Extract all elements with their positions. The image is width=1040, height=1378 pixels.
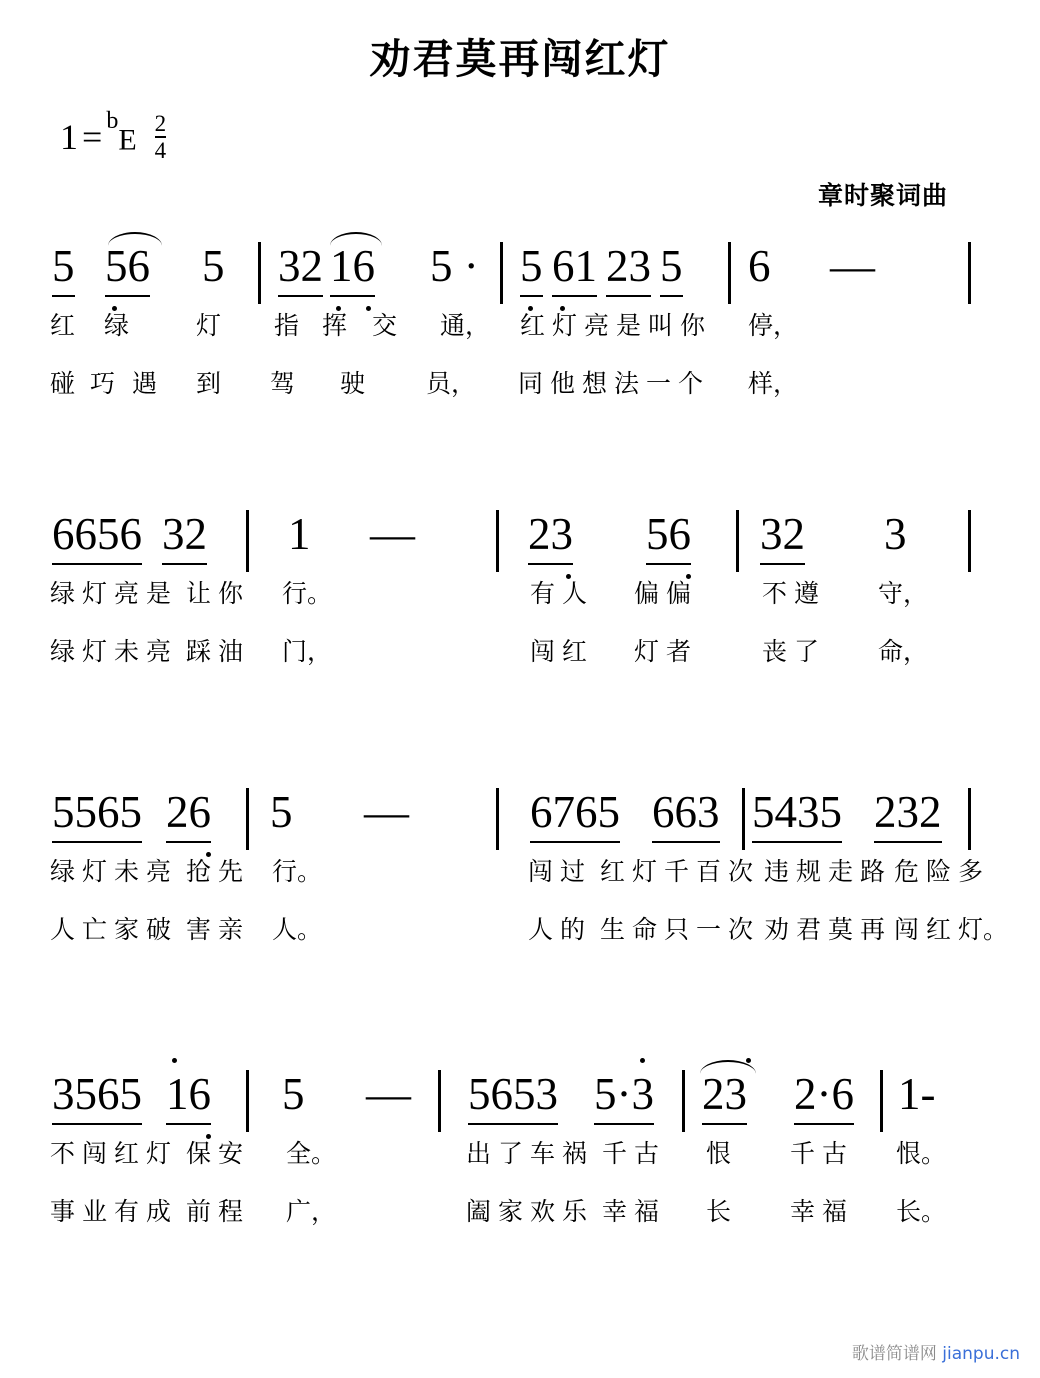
barline — [438, 1070, 441, 1132]
note: 16 — [330, 240, 375, 297]
note: 23 — [606, 240, 651, 297]
watermark-site: jianpu.cn — [942, 1344, 1020, 1364]
barline — [682, 1070, 685, 1132]
note: 5 — [520, 240, 543, 297]
lyric-char: 他 — [550, 369, 576, 398]
lyric-char: 欢 — [530, 1197, 556, 1226]
lyric-char: 个 — [678, 369, 704, 398]
lyric-char: 是 — [146, 579, 172, 608]
lyric-char: 停， — [748, 311, 799, 340]
barline — [246, 510, 249, 572]
lyric-char: 家 — [498, 1197, 524, 1226]
lyric-char: 绿 — [104, 311, 130, 340]
music-system-3 — [0, 786, 1040, 956]
lyric-char: 人 — [50, 915, 76, 944]
lyric-char: 先 — [218, 857, 244, 886]
meter-denominator: 4 — [154, 137, 167, 163]
lyric-char: 了 — [498, 1139, 524, 1168]
note: 5 — [282, 1069, 305, 1119]
lyric-char: 福 — [822, 1197, 848, 1226]
note: 23 — [528, 508, 573, 565]
lyric-char: 多 — [958, 857, 984, 886]
music-system-2 — [0, 508, 1040, 678]
barline — [246, 1070, 249, 1132]
barline — [258, 242, 261, 304]
lyric-char: 了 — [794, 637, 820, 666]
lyric-char: 你 — [680, 311, 706, 340]
lyric-char: 指 — [274, 311, 300, 340]
lyric-row-1a — [0, 306, 1040, 352]
lyric-char: 亮 — [584, 311, 610, 340]
lyric-row-3a — [0, 852, 1040, 898]
barline — [736, 510, 739, 572]
lyric-char: 你 — [218, 579, 244, 608]
lyric-char: 法 — [614, 369, 640, 398]
lyric-char: 前 — [186, 1197, 212, 1226]
lyric-char: 莫 — [828, 915, 854, 944]
lyric-char: 劝 — [764, 915, 790, 944]
lyric-char: 员， — [426, 369, 477, 398]
lyric-char: 全。 — [286, 1139, 337, 1168]
high-octave-dot — [746, 1058, 751, 1063]
note: 56 — [105, 240, 150, 297]
note: 56 — [646, 508, 691, 565]
note: 5565 — [52, 786, 142, 843]
note: 32 — [278, 240, 323, 297]
lyric-char: 幸 — [602, 1197, 628, 1226]
lyric-char: 乐 — [562, 1197, 588, 1226]
music-system-4 — [0, 1068, 1040, 1238]
note: 6 — [748, 241, 771, 291]
barline — [500, 242, 503, 304]
lyric-char: 灯 — [82, 857, 108, 886]
lyric-char: 次 — [728, 915, 754, 944]
lyric-char: 人 — [528, 915, 554, 944]
lyric-char: 闯 — [530, 637, 556, 666]
lyric-char: 者 — [666, 637, 692, 666]
lyric-char: 广， — [286, 1197, 337, 1226]
lyric-char: 绿 — [50, 637, 76, 666]
note: 5 — [52, 240, 75, 297]
lyric-char: 红 — [562, 637, 588, 666]
note: 6765 — [530, 786, 620, 843]
lyric-char: 祸 — [562, 1139, 588, 1168]
lyric-char: 丧 — [762, 637, 788, 666]
note: 61 — [552, 240, 597, 297]
lyric-char: 命， — [878, 637, 929, 666]
lyric-char: 灯。 — [958, 915, 1009, 944]
note: 5 — [202, 241, 225, 291]
lyric-char: 偏 — [634, 579, 660, 608]
lyric-char: 行。 — [282, 579, 333, 608]
note: 232 — [874, 786, 942, 843]
note: 3 — [884, 509, 907, 559]
lyric-char: 挥 — [322, 311, 348, 340]
lyric-char: 红 — [520, 311, 546, 340]
note: 6656 — [52, 508, 142, 565]
lyric-char: 灯 — [146, 1139, 172, 1168]
lyric-char: 是 — [616, 311, 642, 340]
lyric-char: 碰 — [50, 369, 76, 398]
lyric-char: 叫 — [648, 311, 674, 340]
lyric-char: 的 — [560, 915, 586, 944]
barline — [880, 1070, 883, 1132]
lyric-row-3b — [0, 910, 1040, 956]
lyric-char: 绿 — [50, 579, 76, 608]
lyric-char: 灯 — [632, 857, 658, 886]
barline — [728, 242, 731, 304]
sustain-dash: — — [370, 509, 415, 559]
note: 5 — [270, 787, 293, 837]
note: 1- — [898, 1069, 936, 1119]
sustain-dash: — — [830, 241, 875, 291]
watermark-text: 歌谱简谱网 — [851, 1344, 937, 1364]
lyric-char: 出 — [466, 1139, 492, 1168]
note: 5 · — [430, 241, 479, 291]
lyric-char: 亮 — [146, 857, 172, 886]
lyric-char: 阖 — [466, 1197, 492, 1226]
lyric-char: 古 — [822, 1139, 848, 1168]
lyric-char: 样， — [748, 369, 799, 398]
lyric-char: 驾 — [270, 369, 296, 398]
lyric-row-4b — [0, 1192, 1040, 1238]
lyric-char: 闯 — [528, 857, 554, 886]
key-do: 1 — [60, 117, 78, 158]
lyric-row-2b — [0, 632, 1040, 678]
composer-credit: 章时聚词曲 — [817, 181, 948, 210]
lyric-char: 让 — [186, 579, 212, 608]
lyric-char: 行。 — [272, 857, 323, 886]
lyric-row-1b — [0, 364, 1040, 410]
note: 5 — [660, 240, 683, 297]
lyric-char: 未 — [114, 857, 140, 886]
key-signature — [60, 107, 167, 163]
page-title: 劝君莫再闯红灯 — [369, 35, 671, 83]
lyric-char: 险 — [926, 857, 952, 886]
lyric-char: 事 — [50, 1197, 76, 1226]
lyric-char: 驶 — [340, 369, 366, 398]
lyric-char: 幸 — [790, 1197, 816, 1226]
lyric-char: 通， — [440, 311, 491, 340]
lyric-char: 灯 — [196, 311, 222, 340]
lyric-char: 未 — [114, 637, 140, 666]
lyric-char: 路 — [860, 857, 886, 886]
lyric-char: 遇 — [132, 369, 158, 398]
lyric-char: 程 — [218, 1197, 244, 1226]
note: 32 — [162, 508, 207, 565]
note: 16 — [166, 1068, 211, 1125]
lyric-char: 不 — [50, 1139, 76, 1168]
lyric-char: 千 — [664, 857, 690, 886]
note: 5653 — [468, 1068, 558, 1125]
lyric-char: 红 — [926, 915, 952, 944]
lyric-char: 红 — [114, 1139, 140, 1168]
flat-symbol: b — [106, 107, 119, 134]
barline — [246, 788, 249, 850]
note: 5·3 — [594, 1068, 654, 1125]
lyric-char: 红 — [600, 857, 626, 886]
lyric-row-2a — [0, 574, 1040, 620]
music-system-1 — [0, 240, 1040, 410]
high-octave-dot — [172, 1058, 177, 1063]
note: 5435 — [752, 786, 842, 843]
note: 1 — [288, 509, 311, 559]
lyric-char: 古 — [634, 1139, 660, 1168]
lyric-char: 长 — [706, 1197, 732, 1226]
lyric-char: 千 — [790, 1139, 816, 1168]
lyric-char: 想 — [582, 369, 608, 398]
note: 32 — [760, 508, 805, 565]
site-watermark — [852, 1339, 1020, 1364]
lyric-char: 门， — [282, 637, 333, 666]
time-signature — [155, 112, 167, 163]
lyric-char: 再 — [860, 915, 886, 944]
lyric-char: 规 — [796, 857, 822, 886]
lyric-char: 人。 — [272, 915, 323, 944]
lyric-char: 恨。 — [896, 1139, 947, 1168]
lyric-char: 百 — [696, 857, 722, 886]
lyric-char: 业 — [82, 1197, 108, 1226]
barline — [968, 788, 971, 850]
lyric-row-4a — [0, 1134, 1040, 1180]
note-row-3 — [0, 786, 1040, 852]
lyric-char: 一 — [696, 915, 722, 944]
lyric-char: 遵 — [794, 579, 820, 608]
lyric-char: 有 — [114, 1197, 140, 1226]
note-row-1 — [0, 240, 1040, 306]
note: 23 — [702, 1068, 747, 1125]
lyric-char: 亲 — [218, 915, 244, 944]
lyric-char: 亮 — [114, 579, 140, 608]
lyric-char: 交 — [372, 311, 398, 340]
lyric-char: 只 — [664, 915, 690, 944]
lyric-char: 闯 — [894, 915, 920, 944]
note-row-2 — [0, 508, 1040, 574]
lyric-char: 千 — [602, 1139, 628, 1168]
lyric-char: 家 — [114, 915, 140, 944]
lyric-char: 恨 — [706, 1139, 732, 1168]
lyric-char: 油 — [218, 637, 244, 666]
lyric-char: 福 — [634, 1197, 660, 1226]
lyric-char: 安 — [218, 1139, 244, 1168]
barline — [742, 788, 745, 850]
lyric-char: 危 — [894, 857, 920, 886]
lyric-char: 过 — [560, 857, 586, 886]
lyric-char: 偏 — [666, 579, 692, 608]
lyric-char: 一 — [646, 369, 672, 398]
lyric-char: 保 — [186, 1139, 212, 1168]
barline — [496, 510, 499, 572]
sustain-dash: — — [364, 787, 409, 837]
lyric-char: 不 — [762, 579, 788, 608]
barline — [968, 242, 971, 304]
lyric-char: 闯 — [82, 1139, 108, 1168]
note: 663 — [652, 786, 720, 843]
lyric-char: 车 — [530, 1139, 556, 1168]
lyric-char: 亮 — [146, 637, 172, 666]
note: 2·6 — [794, 1068, 854, 1125]
note: 26 — [166, 786, 211, 843]
lyric-char: 到 — [196, 369, 222, 398]
lyric-char: 长。 — [896, 1197, 947, 1226]
lyric-char: 灯 — [634, 637, 660, 666]
lyric-char: 违 — [764, 857, 790, 886]
lyric-char: 走 — [828, 857, 854, 886]
key-equals: = — [82, 117, 103, 158]
lyric-char: 绿 — [50, 857, 76, 886]
lyric-char: 破 — [146, 915, 172, 944]
lyric-char: 害 — [186, 915, 212, 944]
lyric-char: 有 — [530, 579, 556, 608]
lyric-char: 守， — [878, 579, 929, 608]
key-letter: E — [118, 123, 137, 157]
lyric-char: 生 — [600, 915, 626, 944]
lyric-char: 巧 — [90, 369, 116, 398]
barline — [968, 510, 971, 572]
lyric-char: 同 — [518, 369, 544, 398]
high-octave-dot — [640, 1058, 645, 1063]
lyric-char: 人 — [562, 579, 588, 608]
meter-numerator: 2 — [154, 111, 167, 136]
lyric-char: 灯 — [82, 637, 108, 666]
note-row-4 — [0, 1068, 1040, 1134]
lyric-char: 君 — [796, 915, 822, 944]
lyric-char: 踩 — [186, 637, 212, 666]
barline — [496, 788, 499, 850]
note: 3565 — [52, 1068, 142, 1125]
lyric-char: 红 — [50, 311, 76, 340]
lyric-char: 灯 — [552, 311, 578, 340]
lyric-char: 命 — [632, 915, 658, 944]
sustain-dash: — — [366, 1069, 411, 1119]
lyric-char: 次 — [728, 857, 754, 886]
lyric-char: 亡 — [82, 915, 108, 944]
lyric-char: 抢 — [186, 857, 212, 886]
lyric-char: 灯 — [82, 579, 108, 608]
lyric-char: 成 — [146, 1197, 172, 1226]
